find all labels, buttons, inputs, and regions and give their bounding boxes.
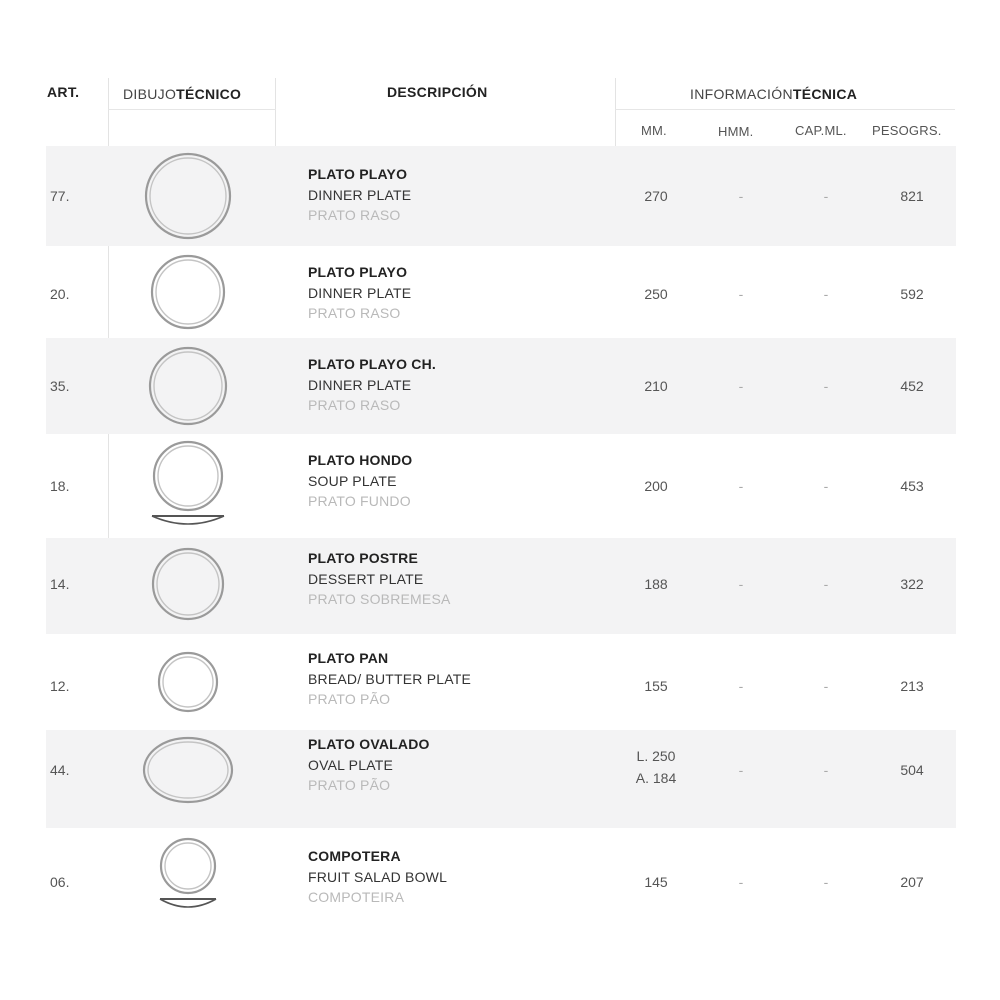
value-cap: - (823, 378, 829, 394)
table-row (46, 538, 956, 634)
art-number: 35. (50, 378, 70, 394)
art-number: 06. (50, 874, 70, 890)
header-description: DESCRIPCIÓN (387, 84, 488, 100)
value-cap: - (823, 762, 829, 778)
name-english: DINNER PLATE (308, 187, 412, 203)
fruit-bowl-icon (108, 828, 268, 928)
name-portuguese: PRATO PÃO (308, 777, 391, 793)
value-mm-line: 200 (644, 478, 668, 494)
product-description (308, 356, 608, 413)
art-number: 77. (50, 188, 70, 204)
value-hmm: - (738, 478, 744, 494)
product-description (308, 550, 608, 607)
name-spanish: PLATO OVALADO (308, 736, 430, 752)
round-plate-icon (108, 246, 268, 338)
name-portuguese: COMPOTEIRA (308, 889, 405, 905)
art-number: 44. (50, 762, 70, 778)
value-hmm: - (738, 678, 744, 694)
value-peso: 821 (900, 188, 924, 204)
round-plate-icon (108, 538, 268, 634)
name-spanish: PLATO HONDO (308, 452, 413, 468)
value-hmm: - (738, 762, 744, 778)
art-number: 20. (50, 286, 70, 302)
value-mm-line: 145 (644, 874, 668, 890)
table-row (46, 828, 956, 928)
soup-plate-icon (108, 434, 268, 538)
name-portuguese: PRATO SOBREMESA (308, 591, 451, 607)
name-english: FRUIT SALAD BOWL (308, 869, 448, 885)
value-mm (606, 748, 706, 786)
product-description (308, 264, 608, 321)
value-mm (606, 188, 706, 204)
product-description (308, 166, 608, 223)
value-cap: - (823, 478, 829, 494)
value-cap: - (823, 576, 829, 592)
value-mm (606, 678, 706, 694)
table-row (46, 146, 956, 246)
header-info (690, 86, 857, 102)
product-description (308, 452, 608, 509)
name-spanish: PLATO POSTRE (308, 550, 419, 566)
name-english: SOUP PLATE (308, 473, 397, 489)
name-english: BREAD/ BUTTER PLATE (308, 671, 472, 687)
table-row (46, 634, 956, 730)
header-info-bold: TÉCNICA (792, 86, 858, 102)
product-description (308, 848, 608, 905)
header-art: ART. (47, 84, 80, 100)
name-spanish: PLATO PLAYO CH. (308, 356, 436, 372)
name-english: DINNER PLATE (308, 377, 412, 393)
value-peso: 322 (900, 576, 924, 592)
name-portuguese: PRATO RASO (308, 305, 401, 321)
table-row (46, 434, 956, 538)
value-hmm: - (738, 576, 744, 592)
value-mm (606, 576, 706, 592)
col-cap-header: CAP.ML. (795, 123, 847, 138)
value-cap: - (823, 678, 829, 694)
name-portuguese: PRATO RASO (308, 397, 401, 413)
value-cap: - (823, 188, 829, 204)
value-peso: 207 (900, 874, 924, 890)
value-mm-line: 188 (644, 576, 668, 592)
header-drawing (123, 86, 241, 102)
value-cap: - (823, 286, 829, 302)
value-mm (606, 874, 706, 890)
value-peso: 504 (900, 762, 924, 778)
round-plate-icon (108, 146, 268, 246)
value-mm (606, 478, 706, 494)
art-number: 18. (50, 478, 70, 494)
table-row (46, 730, 956, 828)
col-mm-header: MM. (641, 123, 667, 138)
value-hmm: - (738, 378, 744, 394)
name-english: DINNER PLATE (308, 285, 412, 301)
art-number: 12. (50, 678, 70, 694)
value-mm-line: 250 (644, 286, 668, 302)
value-mm (606, 378, 706, 394)
value-peso: 213 (900, 678, 924, 694)
table-row (46, 338, 956, 434)
table-row (46, 246, 956, 338)
value-mm (606, 286, 706, 302)
header-underline (615, 109, 955, 110)
product-description (308, 650, 608, 707)
product-description (308, 736, 608, 793)
name-english: DESSERT PLATE (308, 571, 424, 587)
name-spanish: PLATO PLAYO (308, 166, 408, 182)
name-portuguese: PRATO PÃO (308, 691, 391, 707)
col-peso-header: PESOGRS. (872, 123, 942, 138)
value-cap: - (823, 874, 829, 890)
value-mm-line: 210 (644, 378, 668, 394)
name-english: OVAL PLATE (308, 757, 393, 773)
value-mm-line: A. 184 (635, 770, 677, 786)
round-plate-icon (108, 634, 268, 730)
header-divider (275, 78, 276, 148)
value-mm-line: L. 250 (636, 748, 676, 764)
value-peso: 452 (900, 378, 924, 394)
name-portuguese: PRATO FUNDO (308, 493, 411, 509)
value-mm-line: 155 (644, 678, 668, 694)
value-mm-line: 270 (644, 188, 668, 204)
header-underline (108, 109, 276, 110)
oval-plate-icon (108, 730, 268, 828)
name-spanish: COMPOTERA (308, 848, 401, 864)
header-drawing-bold: TÉCNICO (176, 86, 242, 102)
art-number: 14. (50, 576, 70, 592)
value-hmm: - (738, 874, 744, 890)
value-hmm: - (738, 286, 744, 302)
value-hmm: - (738, 188, 744, 204)
header-info-light: INFORMACIÓN (690, 86, 793, 102)
header-divider (615, 78, 616, 148)
round-plate-icon (108, 338, 268, 434)
value-peso: 453 (900, 478, 924, 494)
col-hmm-header: HMM. (718, 124, 754, 139)
header-drawing-light: DIBUJO (123, 86, 177, 102)
name-portuguese: PRATO RASO (308, 207, 401, 223)
value-peso: 592 (900, 286, 924, 302)
name-spanish: PLATO PLAYO (308, 264, 408, 280)
name-spanish: PLATO PAN (308, 650, 389, 666)
